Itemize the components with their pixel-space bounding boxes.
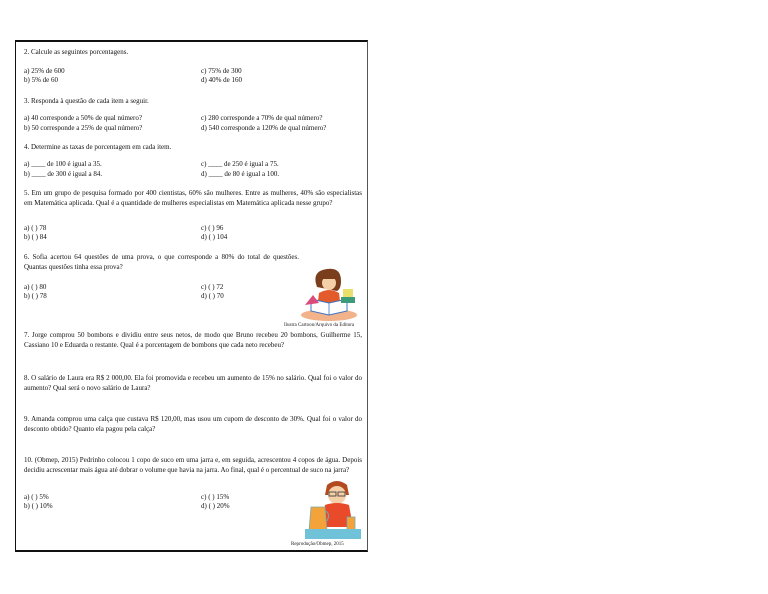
q10-option-a: a) ( ) 5% <box>24 493 49 501</box>
q8-statement: 8. O salário de Laura era R$ 2 000,00. Ela foi promovida e recebeu um aumento de 15% no salário. Qual foi o valor do aumento? Qual será o novo salário de Laura? <box>24 374 362 392</box>
q3-option-b: b) 50 corresponde a 25% de qual número? <box>24 124 143 132</box>
q6-image-caption: Ilustra Cartoon/Arquivo da Editora <box>284 323 355 328</box>
q5-option-a: a) ( ) 78 <box>24 224 47 232</box>
q3-title: 3. Responda à questão de cada item a seguir. <box>24 97 149 105</box>
worksheet-page <box>15 40 368 552</box>
q2-title: 2. Calcule as seguintes porcentagens. <box>24 48 129 56</box>
q10-option-b: b) ( ) 10% <box>24 502 53 510</box>
q3-option-c: c) 280 corresponde a 70% de qual número? <box>201 114 323 122</box>
q5-statement: 5. Em um grupo de pesquisa formado por 400 cientistas, 60% são mulheres. Entre as mulheres, 40% são especialistas em Matemática aplicada. Qual é a quantidade de mulheres especialistas em Matemática aplicada nesse grupo? <box>24 189 362 207</box>
q6-option-a: a) ( ) 80 <box>24 283 47 291</box>
q5-option-b: b) ( ) 84 <box>24 233 47 241</box>
q4-option-c: c) ____ de 250 é igual a 75. <box>201 160 279 168</box>
q3-option-a: a) 40 corresponde a 50% de qual número? <box>24 114 142 122</box>
q10-statement: 10. (Obmep, 2015) Pedrinho colocou 1 copo de suco em uma jarra e, em seguida, acrescentou 4 copos de água. Depois decidiu acrescentar mais água até dobrar o volume que havia na jarra. Ao final, qual é o percentual de suco na jarra? <box>24 456 362 474</box>
girl-reading-illustration <box>299 265 359 321</box>
q6-statement: 6. Sofia acertou 64 questões de uma prova, o que corresponde a 80% do total de questões. Quantas questões tinha essa prova? <box>24 253 299 271</box>
q6-option-c: c) ( ) 72 <box>201 283 224 291</box>
q4-option-d: d) ____ de 80 é igual a 100. <box>201 170 280 178</box>
q6-option-b: b) ( ) 78 <box>24 292 47 300</box>
q4-option-b: b) ____ de 300 é igual a 84. <box>24 170 103 178</box>
q10-option-d: d) ( ) 20% <box>201 502 230 510</box>
q5-option-d: d) ( ) 104 <box>201 233 228 241</box>
q4-option-a: a) ____ de 100 é igual a 35. <box>24 160 102 168</box>
q6-option-d: d) ( ) 70 <box>201 292 224 300</box>
q2-option-d: d) 40% de 160 <box>201 76 243 84</box>
q10-image-caption: Reprodução/Obmep, 2015 <box>291 542 344 547</box>
q10-option-c: c) ( ) 15% <box>201 493 230 501</box>
q4-title: 4. Determine as taxas de porcentagem em cada item. <box>24 143 172 151</box>
q2-option-b: b) 5% de 60 <box>24 76 59 84</box>
q2-option-a: a) 25% de 600 <box>24 67 65 75</box>
q7-statement: 7. Jorge comprou 50 bombons e dividiu entre seus netos, de modo que Bruno recebeu 20 bombons, Guilherme 15, Cassiano 10 e Eduarda o restante. Qual é a porcentagem de bombons que cada neto recebeu? <box>24 331 362 349</box>
boy-juice-jar-illustration <box>305 479 361 539</box>
q3-option-d: d) 540 corresponde a 120% de qual número? <box>201 124 327 132</box>
q9-statement: 9. Amanda comprou uma calça que custava R$ 120,00, mas usou um cupom de desconto de 30%. Qual foi o valor do desconto obtido? Quanto ela pagou pela calça? <box>24 415 362 433</box>
q5-option-c: c) ( ) 96 <box>201 224 224 232</box>
q2-option-c: c) 75% de 300 <box>201 67 242 75</box>
